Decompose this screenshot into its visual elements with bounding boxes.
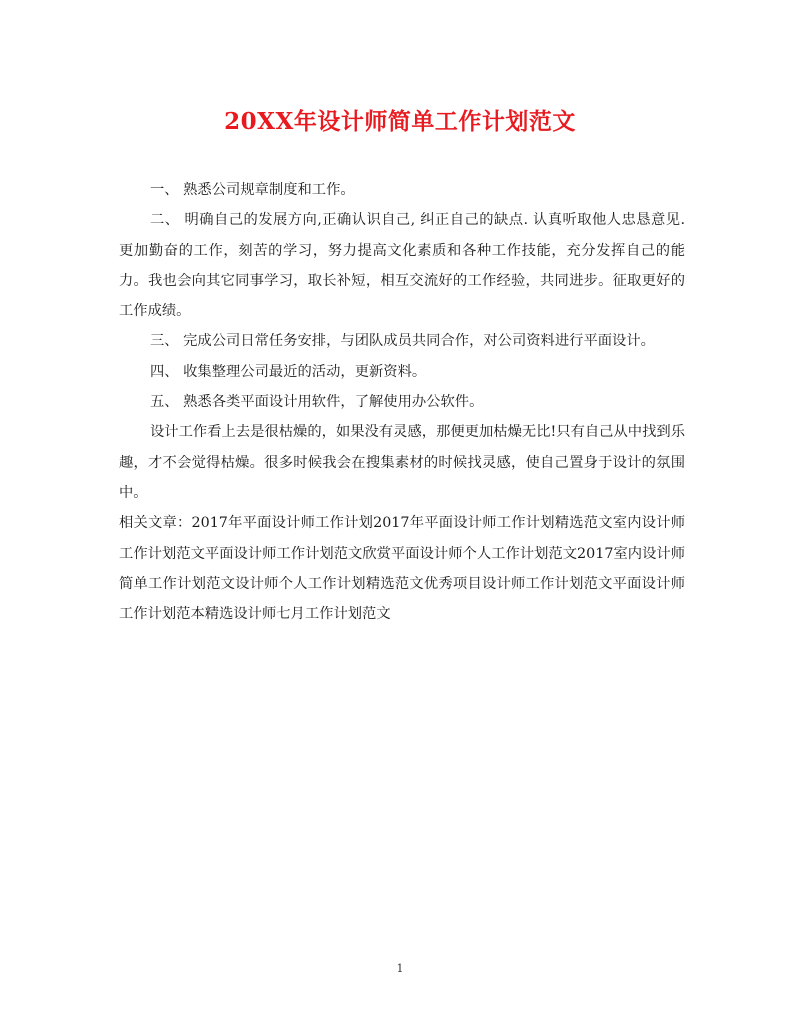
related-articles: 相关文章：2017年平面设计师工作计划2017年平面设计师工作计划精选范文室内设计师工作计划范文平面设计师工作计划范文欣赏平面设计师个人工作计划范文2017室内设计师简单工作计划范文设计师个人工作计划精选范文优秀项目设计师工作计划范文平面设计师工作计划范本精选设计师七月工作计划范文 xyxy=(119,515,685,623)
paragraph-2: 二、 明确自己的发展方向,正确认识自己, 纠正自己的缺点. 认真听取他人忠恳意见. 更加勤奋的工作，刻苦的学习，努力提高文化素质和各种工作技能，充分发挥自己的能力。我也会向其它同事学习，取长补短，相互交流好的工作经验，共同进步。征取更好的工作成绩。 xyxy=(119,212,685,320)
paragraph-5: 五、 熟悉各类平面设计用软件，了解使用办公软件。 xyxy=(150,394,484,411)
paragraph-6: 设计工作看上去是很枯燥的，如果没有灵感，那便更加枯燥无比!只有自己从中找到乐趣，才不会觉得枯燥。很多时候我会在搜集素材的时候找灵感，使自己置身于设计的氛围中。 xyxy=(119,424,685,501)
paragraph-1: 一、 熟悉公司规章制度和工作。 xyxy=(150,182,355,198)
page-number: 1 xyxy=(396,962,404,975)
paragraph-3: 三、 完成公司日常任务安排，与团队成员共同合作，对公司资料进行平面设计。 xyxy=(150,333,655,350)
document-body xyxy=(119,175,685,629)
document-title: 20XX年设计师简单工作计划范文 xyxy=(224,108,576,135)
paragraph-4: 四、 收集整理公司最近的活动，更新资料。 xyxy=(150,363,427,380)
